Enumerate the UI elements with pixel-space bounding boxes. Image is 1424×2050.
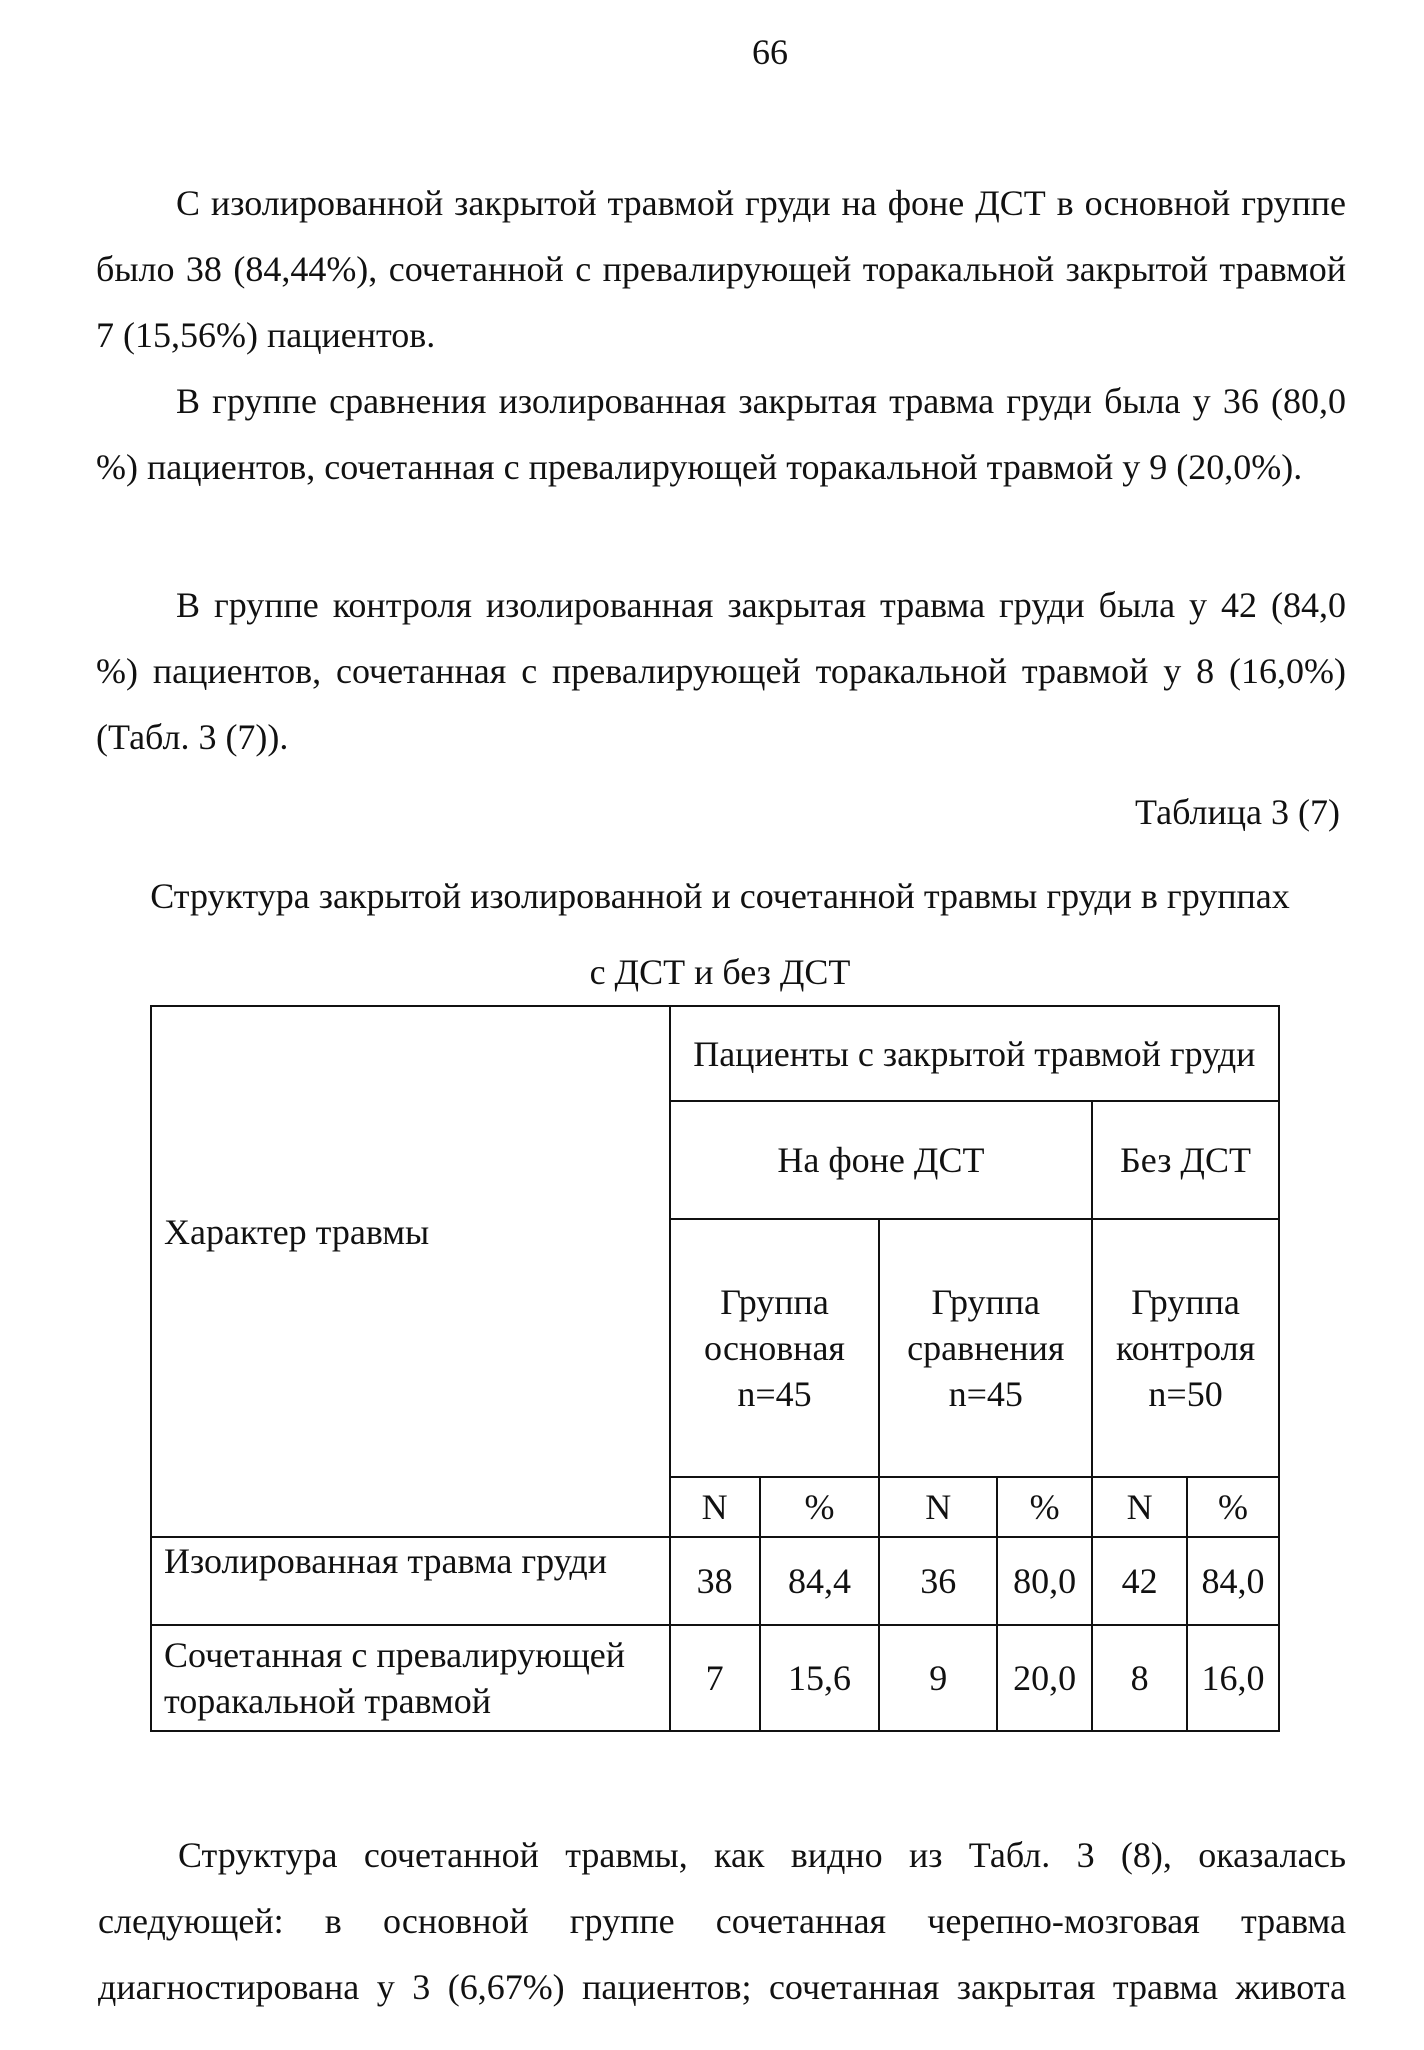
cell: 9 (879, 1625, 997, 1731)
cell: 8 (1092, 1625, 1187, 1731)
cell: 84,4 (760, 1537, 880, 1625)
page-number: 66 (752, 32, 788, 72)
header-pct-comparison: % (997, 1477, 1092, 1537)
header-n-main: N (670, 1477, 760, 1537)
header-pct-main: % (760, 1477, 880, 1537)
cell: 16,0 (1187, 1625, 1279, 1731)
paragraph-2: В группе сравнения изолированная закрытая травма груди была у 36 (80,0 %) пациентов, сочетанная с превалирующей торакальной травмой у 9 (20,0%). (96, 381, 1346, 487)
cell: 80,0 (997, 1537, 1092, 1625)
header-pct-control: % (1187, 1477, 1279, 1537)
header-n-comparison: N (879, 1477, 997, 1537)
cell: 20,0 (997, 1625, 1092, 1731)
header-group-comparison: Группа сравнения n=45 (879, 1219, 1092, 1477)
table-title-line-1: Структура закрытой изолированной и сочетанной травмы груди в группах (150, 876, 1290, 916)
header-with-dst: На фоне ДСТ (670, 1101, 1092, 1219)
header-group-control: Группа контроля n=50 (1092, 1219, 1279, 1477)
paragraph-1: С изолированной закрытой травмой груди на фоне ДСТ в основной группе было 38 (84,44%), сочетанной с превалирующей торакальной закрытой травмой 7 (15,56%) пациентов. (96, 183, 1346, 355)
cell: 84,0 (1187, 1537, 1279, 1625)
paragraph-3: В группе контроля изолированная закрытая травма груди была у 42 (84,0 %) пациентов, сочетанная с превалирующей торакальной травмой у 8 (16,0%) (Табл. 3 (7)). (96, 585, 1346, 757)
header-top: Пациенты с закрытой травмой груди (670, 1006, 1279, 1101)
row-label: Сочетанная с превалирующей торакальной травмой (151, 1625, 670, 1731)
table-label: Таблица 3 (7) (1135, 792, 1340, 832)
table-title (100, 858, 1340, 1010)
cell: 36 (879, 1537, 997, 1625)
data-table (150, 1005, 1280, 1732)
table-row (151, 1625, 1279, 1731)
header-without-dst: Без ДСТ (1092, 1101, 1279, 1219)
cell: 38 (670, 1537, 760, 1625)
cell: 15,6 (760, 1625, 880, 1731)
closing-paragraph: Структура сочетанной травмы, как видно из Табл. 3 (8), оказалась следующей: в основной группе сочетанная черепно-мозговая травма диагностирована у 3 (6,67%) пациентов; сочетанная закрытая травма живота (98, 1835, 1346, 2007)
row-label: Изолированная травма груди (151, 1537, 670, 1625)
table-row (151, 1537, 1279, 1625)
cell: 42 (1092, 1537, 1187, 1625)
table-title-line-2: с ДСТ и без ДСТ (589, 952, 851, 992)
header-n-control: N (1092, 1477, 1187, 1537)
cell: 7 (670, 1625, 760, 1731)
header-row-label: Характер травмы (151, 1006, 670, 1537)
header-group-main: Группа основная n=45 (670, 1219, 880, 1477)
